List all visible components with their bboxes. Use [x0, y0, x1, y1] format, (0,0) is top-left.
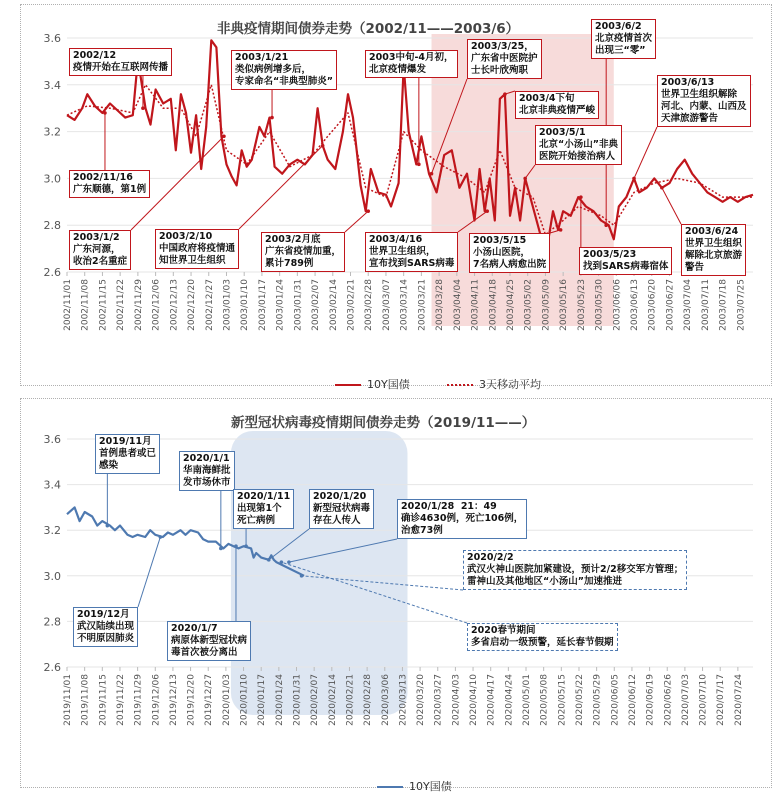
x-tick-label: 2020/05/01: [522, 674, 533, 726]
x-tick-label: 2020/05/22: [574, 674, 585, 726]
annotation-box: 2003/4/16 世界卫生组织， 宣布找到SARS病毒: [365, 232, 458, 272]
legend-label: 10Y国债: [409, 780, 452, 793]
x-tick-label: 2020/04/10: [469, 674, 480, 726]
x-tick-label: 2002/12/06: [151, 279, 162, 331]
annotation-box: 2003/1/21 类似病例增多后， 专家命名“非典型肺炎”: [231, 50, 337, 90]
x-tick-label: 2019/12/13: [168, 674, 179, 726]
x-tick-label: 2003/01/31: [293, 279, 304, 331]
x-tick-label: 2020/04/17: [486, 674, 497, 726]
sars-chart-panel: [20, 4, 772, 391]
x-tick-label: 2002/11/15: [98, 279, 109, 331]
x-tick-label: 2002/12/27: [204, 279, 215, 331]
x-tick-label: 2020/06/05: [610, 674, 621, 726]
x-tick-label: 2002/11/22: [116, 279, 127, 331]
x-tick-label: 2003/07/04: [683, 279, 694, 331]
annotation-point: [234, 544, 238, 548]
annotation-box: 2019/11月 首例患者或已 感染: [95, 434, 160, 474]
annotation-box: 2020/1/20 新型冠状病毒 存在人传人: [309, 489, 374, 529]
annotation-connector: [634, 127, 657, 178]
x-tick-label: 2003/05/16: [559, 279, 570, 331]
annotation-box: 2003/6/2 北京疫情首次 出现三“零”: [591, 19, 656, 59]
x-tick-label: 2019/12/20: [186, 674, 197, 726]
x-tick-label: 2020/02/07: [310, 674, 321, 726]
y-tick-label: 3.4: [43, 478, 61, 492]
annotation-box: 2003/5/15 小汤山医院， 7名病人病愈出院: [469, 233, 550, 273]
legend-label: 3天移动平均: [479, 378, 541, 391]
y-tick-label: 3.0: [43, 569, 61, 583]
x-tick-label: 2003/07/18: [718, 279, 729, 331]
x-tick-label: 2003/02/28: [364, 279, 375, 331]
x-tick-label: 2020/07/24: [733, 674, 744, 726]
annotation-point: [430, 172, 434, 176]
annotation-box: 2020/2/2 武汉火神山医院加紧建设，预计2/2移交军方管理； 雷神山及其他地区“小汤山”加速推进: [463, 550, 687, 590]
annotation-point: [141, 106, 145, 110]
highlight-band: [231, 431, 408, 715]
annotation-box: 2003/6/24 世界卫生组织 解除北京旅游 警告: [681, 224, 746, 276]
annotation-point: [300, 574, 304, 578]
x-tick-label: 2003/03/07: [381, 279, 392, 331]
annotation-connector: [662, 188, 681, 224]
annotation-point: [244, 544, 248, 548]
y-tick-label: 2.8: [43, 219, 61, 233]
x-tick-label: 2003/06/06: [612, 279, 623, 331]
x-tick-label: 2003/02/07: [311, 279, 322, 331]
x-tick-label: 2003/04/25: [505, 279, 516, 331]
annotation-point: [280, 560, 284, 564]
annotation-box: 2003/2月底 广东省疫情加重， 累计789例: [261, 232, 345, 272]
x-tick-label: 2019/11/29: [133, 674, 144, 726]
annotation-point: [523, 177, 527, 181]
annotation-connector: [138, 537, 160, 607]
y-tick-label: 3.0: [43, 172, 61, 186]
x-tick-label: 2003/03/21: [417, 279, 428, 331]
chart-title: 新型冠状病毒疫情期间债券走势（2019/11——）: [231, 415, 536, 431]
x-tick-label: 2003/04/11: [470, 279, 481, 331]
x-tick-label: 2020/01/31: [292, 674, 303, 726]
annotation-point: [366, 209, 370, 213]
annotation-box: 2020/1/28 21：49 确诊4630例，死亡106例， 治愈73例: [397, 499, 527, 539]
series-line-1: [67, 85, 753, 235]
x-tick-label: 2003/01/17: [257, 279, 268, 331]
y-tick-label: 2.6: [43, 266, 61, 279]
x-tick-label: 2003/06/20: [647, 279, 658, 331]
x-tick-label: 2003/01/10: [240, 279, 251, 331]
annotation-point: [503, 92, 507, 96]
annotation-point: [660, 186, 664, 190]
x-tick-label: 2003/06/13: [630, 279, 641, 331]
x-tick-label: 2003/07/11: [700, 279, 711, 331]
y-tick-label: 3.2: [43, 125, 61, 139]
x-tick-label: 2003/05/09: [541, 279, 552, 331]
x-tick-label: 2020/07/17: [716, 674, 727, 726]
x-tick-label: 2019/12/27: [204, 674, 215, 726]
y-tick-label: 3.2: [43, 524, 61, 538]
legend-swatch-solid: [377, 786, 403, 788]
annotation-box: 2020/1/1 华南海鲜批 发市场休市: [179, 451, 235, 491]
x-tick-label: 2003/05/02: [523, 279, 534, 331]
x-tick-label: 2003/02/14: [328, 279, 339, 331]
x-tick-label: 2020/06/19: [645, 674, 656, 726]
legend-label: 10Y国债: [367, 378, 410, 391]
x-tick-label: 2020/03/27: [433, 674, 444, 726]
x-tick-label: 2020/07/03: [680, 674, 691, 726]
x-tick-label: 2003/04/18: [488, 279, 499, 331]
annotation-box: 2002/11/16 广东顺德，第1例: [69, 170, 150, 198]
x-tick-label: 2003/02/21: [346, 279, 357, 331]
annotation-box: 2019/12月 武汉陆续出现 不明原因肺炎: [73, 607, 138, 647]
x-tick-label: 2003/03/14: [399, 279, 410, 331]
x-tick-label: 2019/11/01: [63, 674, 73, 726]
x-tick-label: 2003/05/30: [594, 279, 605, 331]
annotation-point: [579, 195, 583, 199]
annotation-point: [219, 547, 223, 551]
annotation-box: 2002/12 疫情开始在互联网传播: [69, 48, 172, 76]
annotation-point: [485, 209, 489, 213]
annotation-point: [159, 535, 163, 539]
x-tick-label: 2020/02/21: [345, 674, 356, 726]
x-tick-label: 2020/06/26: [663, 674, 674, 726]
x-tick-label: 2020/03/06: [380, 674, 391, 726]
x-tick-label: 2002/11/29: [133, 279, 144, 331]
x-tick-label: 2020/02/14: [327, 674, 338, 726]
annotation-box: 2020/1/7 病原体新型冠状病 毒首次被分离出: [167, 621, 251, 661]
x-tick-label: 2020/01/24: [274, 674, 285, 726]
annotation-point: [321, 144, 325, 148]
x-tick-label: 2020/03/13: [398, 674, 409, 726]
x-tick-label: 2003/06/27: [665, 279, 676, 331]
annotation-box: 2020/1/11 出现第1个 死亡病例: [233, 489, 294, 529]
annotation-box: 2003/3/25， 广东省中医院护 士长叶欣殉职: [467, 39, 542, 79]
covid-chart-panel: [20, 398, 772, 793]
x-tick-label: 2020/07/10: [698, 674, 709, 726]
x-tick-label: 2020/02/28: [363, 674, 374, 726]
x-tick-label: 2020/01/17: [257, 674, 268, 726]
x-tick-label: 2020/05/08: [539, 674, 550, 726]
annotation-point: [267, 558, 271, 562]
x-tick-label: 2020/04/03: [451, 674, 462, 726]
x-tick-label: 2019/11/08: [80, 674, 91, 726]
x-tick-label: 2003/04/04: [452, 279, 463, 331]
annotation-point: [417, 163, 421, 167]
y-tick-label: 3.4: [43, 78, 61, 92]
annotation-point: [604, 223, 608, 227]
x-tick-label: 2020/01/10: [239, 674, 250, 726]
annotation-box: 2003中旬-4月初， 北京疫情爆发: [365, 50, 458, 78]
annotation-point: [222, 134, 226, 138]
x-tick-label: 2020/05/29: [592, 674, 603, 726]
annotation-box: 2020春节期间 多省启动一级预警，延长春节假期: [467, 623, 618, 651]
x-tick-label: 2020/06/12: [627, 674, 638, 726]
y-tick-label: 2.8: [43, 615, 61, 629]
annotation-point: [270, 116, 274, 120]
annotation-point: [103, 111, 107, 115]
legend-10y-covid: [363, 765, 452, 807]
x-tick-label: 2019/12/06: [151, 674, 162, 726]
annotation-box: 2003/2/10 中国政府将疫情通 知世界卫生组织: [155, 229, 239, 269]
x-tick-label: 2020/03/20: [416, 674, 427, 726]
chart-title: 非典疫情期间债券走势（2002/11——2003/6）: [217, 21, 520, 37]
x-tick-label: 2019/11/15: [98, 674, 109, 726]
annotation-box: 2003/6/13 世界卫生组织解除 河北、内蒙、山西及 天津旅游警告: [657, 75, 751, 127]
x-tick-label: 2002/12/13: [169, 279, 180, 331]
x-tick-label: 2020/05/15: [557, 674, 568, 726]
x-tick-label: 2019/11/22: [115, 674, 126, 726]
annotation-connector: [345, 211, 368, 232]
x-tick-label: 2002/11/01: [63, 279, 73, 331]
x-tick-label: 2002/11/08: [80, 279, 91, 331]
annotation-point: [287, 560, 291, 564]
annotation-box: 2003/1/2 广东河源， 收治2名重症: [69, 230, 131, 270]
x-tick-label: 2003/03/28: [435, 279, 446, 331]
x-tick-label: 2020/04/24: [504, 674, 515, 726]
x-tick-label: 2002/12/20: [187, 279, 198, 331]
x-tick-label: 2003/07/25: [736, 279, 747, 331]
annotation-box: 2003/4下旬 北京非典疫情严峻: [515, 91, 599, 119]
annotation-point: [559, 228, 563, 232]
x-tick-label: 2003/01/03: [222, 279, 233, 331]
y-tick-label: 2.6: [43, 661, 61, 674]
x-tick-label: 2003/01/24: [275, 279, 286, 331]
y-tick-label: 3.6: [43, 433, 61, 446]
annotation-box: 2003/5/1 北京“小汤山”非典 医院开始接治病人: [535, 125, 622, 165]
annotation-box: 2003/5/23 找到SARS病毒宿体: [579, 247, 672, 275]
legend-swatch-dotted: [447, 384, 473, 386]
x-tick-label: 2020/01/03: [221, 674, 232, 726]
annotation-point: [106, 524, 110, 528]
y-tick-label: 3.6: [43, 32, 61, 45]
x-tick-label: 2003/05/23: [576, 279, 587, 331]
annotation-point: [632, 177, 636, 181]
legend-swatch-solid: [335, 384, 361, 386]
